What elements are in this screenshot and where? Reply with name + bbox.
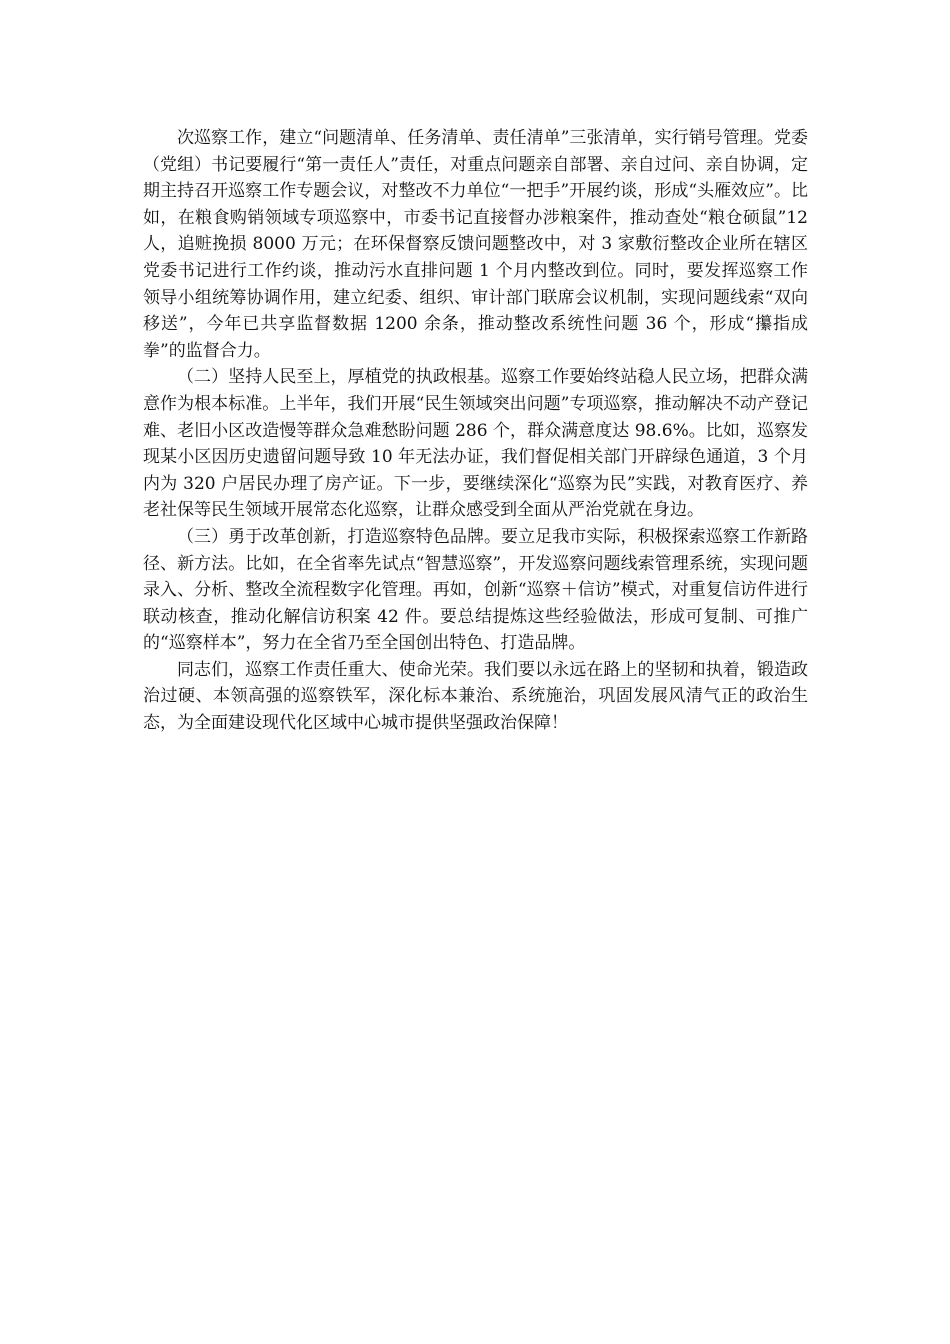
paragraph-people-first: （二）坚持人民至上，厚植党的执政根基。巡察工作要始终站稳人民立场，把群众满意作为根本标准。上半年，我们开展“民生领域突出问题”专项巡察，推动解决不动产登记难、老旧小区改造慢等群众急难愁盼问题 286 个，群众满意度达 98.6%。比如，巡察发现某小区因历史遗留问题导致 10 年无法办证，我们督促相关部门开辟绿色通道，3 个月内为 320 户居民办理了房产证。下一步，要继续深化“巡察为民”实践，对教育医疗、养老社保等民生领域开展常态化巡察，让群众感受到全面从严治党就在身边。: [143, 367, 808, 521]
paragraph-reform-innovation: （三）勇于改革创新，打造巡察特色品牌。要立足我市实际，积极探索巡察工作新路径、新方法。比如，在全省率先试点“智慧巡察”，开发巡察问题线索管理系统，实现问题录入、分析、整改全流程数字化管理。再如，创新“巡察＋信访”模式，对重复信访件进行联动核查，推动化解信访积案 42 件。要总结提炼这些经验做法，形成可复制、可推广的“巡察样本”，努力在全省乃至全国创出特色、打造品牌。: [143, 526, 808, 654]
document-body: [143, 125, 808, 737]
paragraph-inspection-accountability: 次巡察工作，建立“问题清单、任务清单、责任清单”三张清单，实行销号管理。党委（党组）书记要履行“第一责任人”责任，对重点问题亲自部署、亲自过问、亲自协调，定期主持召开巡察工作专题会议，对整改不力单位“一把手”开展约谈，形成“头雁效应”。比如，在粮食购销领域专项巡察中，市委书记直接督办涉粮案件，推动查处“粮仓硕鼠”12 人，追赃挽损 8000 万元；在环保督察反馈问题整改中，对 3 家敷衍整改企业所在辖区党委书记进行工作约谈，推动污水直排问题 1 个月内整改到位。同时，要发挥巡察工作领导小组统筹协调作用，建立纪委、组织、审计部门联席会议机制，实现问题线索“双向移送”，今年已共享监督数据 1200 余条，推动整改系统性问题 36 个，形成“攥指成拳”的监督合力。: [143, 128, 808, 361]
paragraph-closing-remarks: 同志们，巡察工作责任重大、使命光荣。我们要以永远在路上的坚韧和执着，锻造政治过硬、本领高强的巡察铁军，深化标本兼治、系统施治，巩固发展风清气正的政治生态，为全面建设现代化区域中心城市提供坚强政治保障！: [143, 659, 808, 734]
